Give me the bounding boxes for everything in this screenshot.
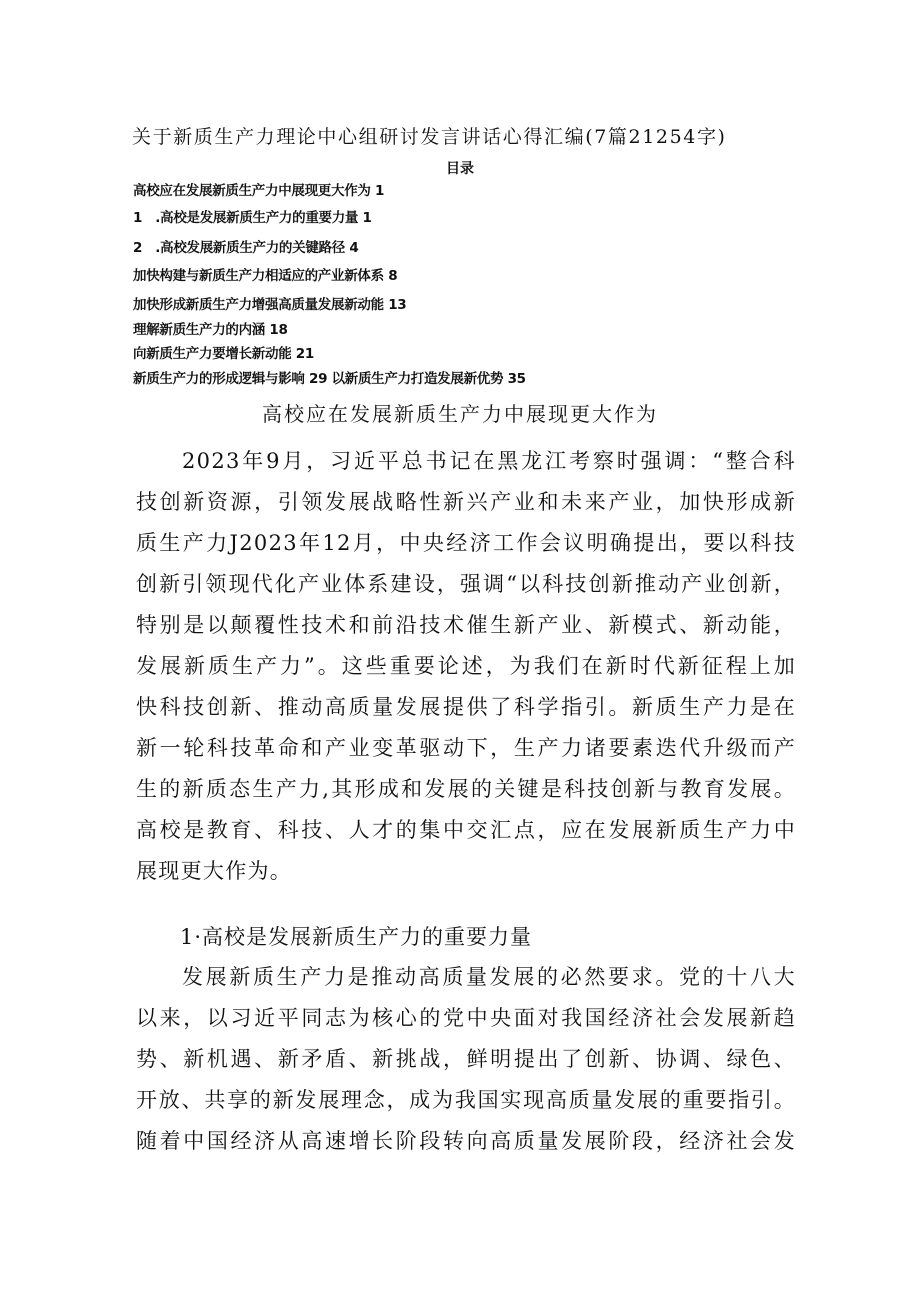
paragraph-line: 势、新机遇、新矛盾、新挑战，鲜明提出了创新、协调、绿色、 xyxy=(136,1047,796,1071)
paragraph-line: 以来，以习近平同志为核心的党中央面对我国经济社会发展新趋 xyxy=(136,1006,796,1030)
body-paragraph xyxy=(136,441,796,892)
paragraph-line: 技创新资源，引领发展战略性新兴产业和未来产业，加快形成新 xyxy=(136,490,796,514)
document-title: 关于新质生产力理论中心组研讨发言讲话心得汇编(7篇21254字) xyxy=(132,126,727,148)
toc-item: 新质生产力的形成逻辑与影响 29 以新质生产力打造发展新优势 35 xyxy=(133,371,526,387)
section-title: 高校应在发展新质生产力中展现更大作为 xyxy=(262,402,658,426)
paragraph-line: 开放、共享的新发展理念，成为我国实现高质量发展的重要指引。 xyxy=(136,1088,796,1112)
paragraph-line: 特别是以颠覆性技术和前沿技术催生新产业、新模式、新动能， xyxy=(136,613,796,637)
toc-item: 向新质生产力要增长新动能 21 xyxy=(133,346,314,362)
paragraph-line: 创新引领现代化产业体系建设，强调“以科技创新推动产业创新， xyxy=(136,572,796,596)
paragraph-line: 高校是教育、科技、人才的集中交汇点，应在发展新质生产力中 xyxy=(136,818,796,842)
toc-item: 加快构建与新质生产力相适应的产业新体系 8 xyxy=(133,268,398,284)
toc-item: 高校应在发展新质生产力中展现更大作为 1 xyxy=(133,183,385,199)
toc-item: 理解新质生产力的内涵 18 xyxy=(133,322,288,338)
toc-item: 2 .高校发展新质生产力的关键路径 4 xyxy=(133,240,359,256)
paragraph-line: 质生产力J2023年12月，中央经济工作会议明确提出，要以科技 xyxy=(136,531,796,555)
paragraph-line: 随着中国经济从高速增长阶段转向高质量发展阶段，经济社会发 xyxy=(136,1129,796,1153)
subsection-heading: 1·高校是发展新质生产力的重要力量 xyxy=(180,925,533,949)
paragraph-line: 发展新质生产力是推动高质量发展的必然要求。党的十八大 xyxy=(182,965,796,989)
body-paragraph xyxy=(136,957,796,1162)
paragraph-line: 展现更大作为。 xyxy=(136,859,293,883)
paragraph-line: 2023年9月，习近平总书记在黑龙江考察时强调：“整合科 xyxy=(182,449,796,473)
paragraph-line: 生的新质态生产力,其形成和发展的关键是科技创新与教育发展。 xyxy=(136,777,796,801)
toc-heading: 目录 xyxy=(446,161,474,177)
toc-item: 加快形成新质生产力增强高质量发展新动能 13 xyxy=(133,297,407,313)
paragraph-line: 新一轮科技革命和产业变革驱动下，生产力诸要素迭代升级而产 xyxy=(136,736,796,760)
paragraph-line: 发展新质生产力”。这些重要论述，为我们在新时代新征程上加 xyxy=(136,654,796,678)
toc-item: 1 .高校是发展新质生产力的重要力量 1 xyxy=(133,210,372,226)
paragraph-line: 快科技创新、推动高质量发展提供了科学指引。新质生产力是在 xyxy=(136,695,796,719)
